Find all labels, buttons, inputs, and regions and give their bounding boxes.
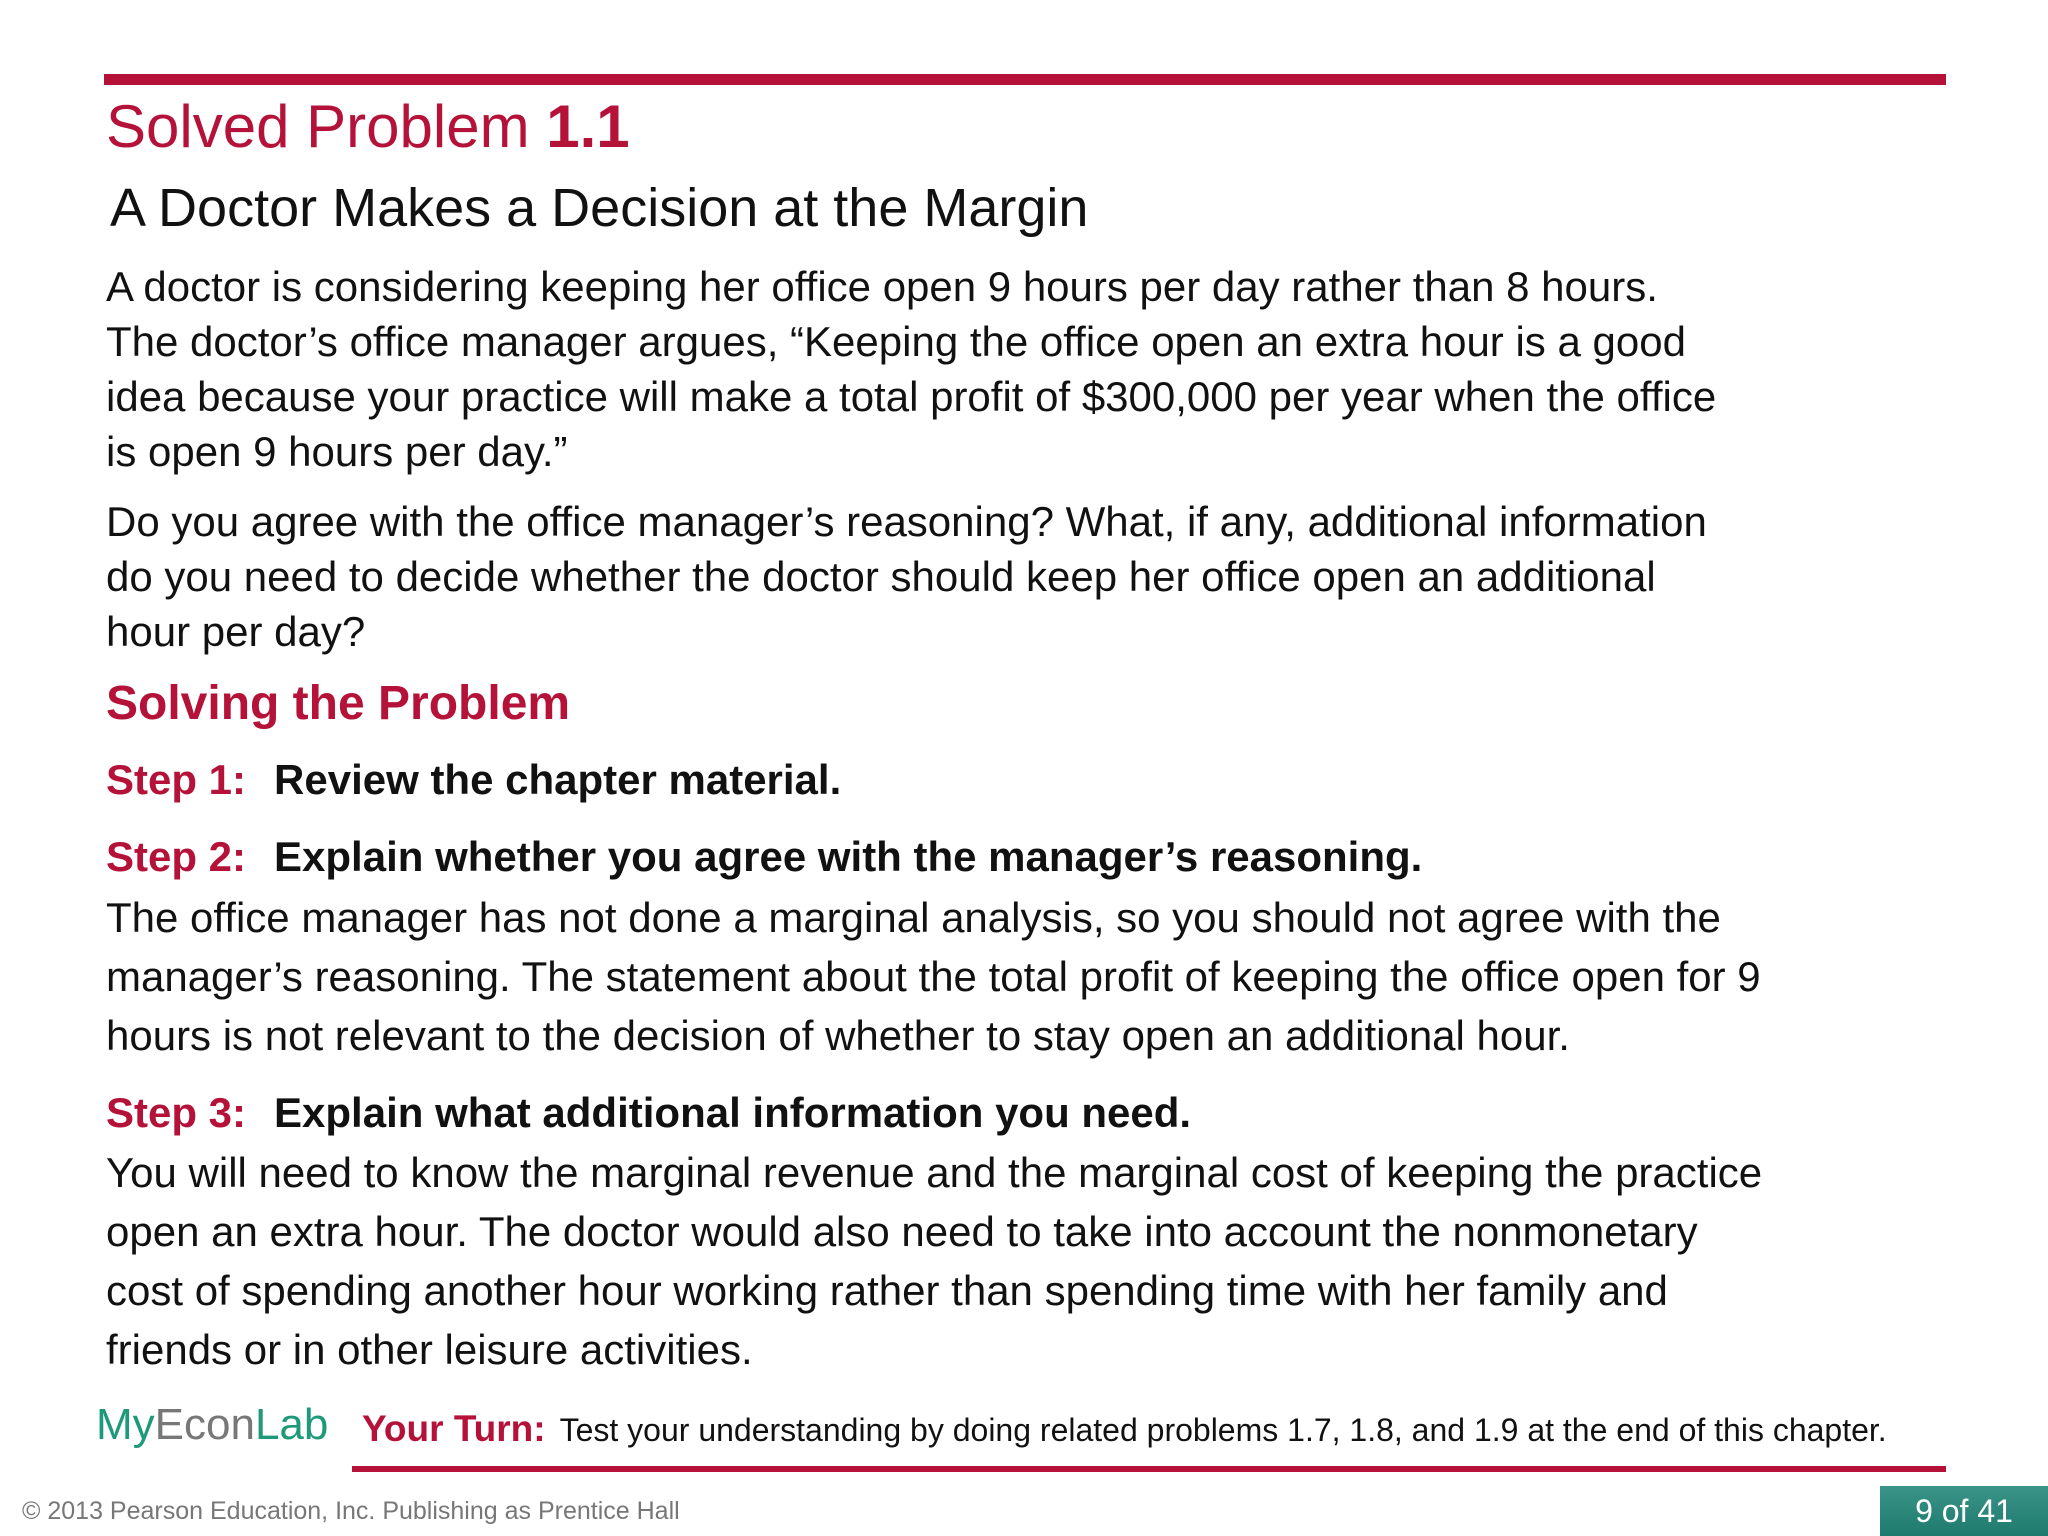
logo-my: My: [96, 1400, 155, 1449]
your-turn-text: Test your understanding by doing related problems 1.7, 1.8, and 1.9 at the end of this chapter.: [559, 1412, 1887, 1448]
logo-econ: Econ: [154, 1400, 255, 1449]
problem-paragraph-2: Do you agree with the office manager’s reasoning? What, if any, additional information do you need to decide whether the doctor should keep her office open an additional hour per day?: [106, 498, 1707, 655]
step-1-heading: [106, 755, 841, 805]
your-turn-label: Your Turn:: [362, 1408, 546, 1449]
your-turn: [362, 1408, 1887, 1451]
myeconlab-logo[interactable]: [96, 1400, 328, 1450]
page-indicator: 9 of 41: [1880, 1486, 2048, 1536]
bottom-divider: [352, 1466, 1946, 1472]
title-number: 1.1: [546, 93, 630, 160]
problem-paragraph-1: A doctor is considering keeping her office open 9 hours per day rather than 8 hours. The doctor’s office manager argues, “Keeping the office open an extra hour is a good idea because your practice will make a total profit of $300,000 per year when the office is open 9 hours per day.”: [106, 263, 1717, 475]
step-1-label: Step 1:: [106, 756, 247, 803]
step-1-text: Review the chapter material.: [274, 756, 842, 803]
step-2-text: Explain whether you agree with the manager’s reasoning.: [274, 833, 1423, 880]
step-3-heading: [106, 1088, 1191, 1138]
step-2-label: Step 2:: [106, 833, 247, 880]
step-3-body: You will need to know the marginal revenue and the marginal cost of keeping the practice open an extra hour. The doctor would also need to take into account the nonmonetary cost of spending another hour working rather than spending time with her family and friends or in other leisure activities.: [106, 1149, 1763, 1373]
top-divider: [104, 74, 1946, 85]
step-3-label: Step 3:: [106, 1089, 247, 1136]
step-2-heading: [106, 832, 1422, 882]
title-prefix: Solved Problem: [106, 93, 547, 160]
section-heading: Solving the Problem: [106, 677, 571, 730]
logo-lab: Lab: [254, 1400, 329, 1449]
slide-subtitle: A Doctor Makes a Decision at the Margin: [110, 178, 1089, 238]
step-2-body: The office manager has not done a marginal analysis, so you should not agree with the manager’s reasoning. The statement about the total profit of keeping the office open for 9 hours is not relevant to the decision of whether to stay open an additional hour.: [106, 894, 1761, 1059]
copyright-notice: © 2013 Pearson Education, Inc. Publishing as Prentice Hall: [22, 1497, 680, 1525]
slide-title: [106, 92, 630, 162]
step-3-text: Explain what additional information you need.: [274, 1089, 1192, 1136]
